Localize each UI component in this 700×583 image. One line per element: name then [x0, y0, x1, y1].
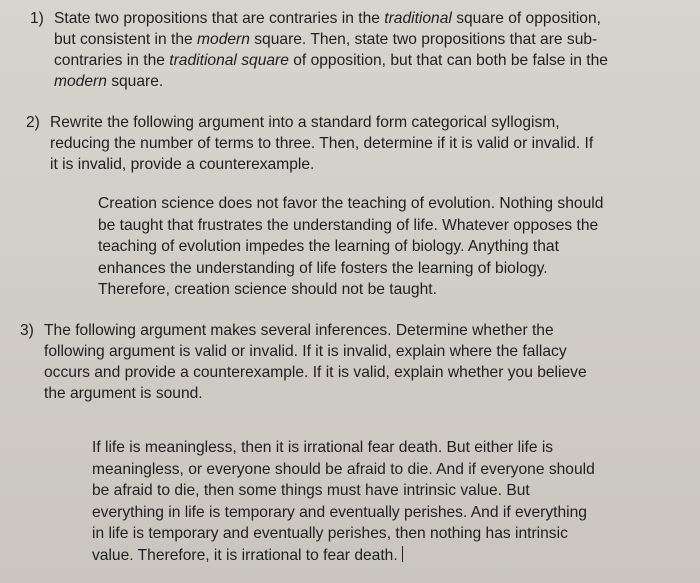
text-run: square of opposition,	[451, 10, 601, 27]
text-run: but consistent in the	[54, 31, 198, 48]
italic-run: modern	[197, 31, 250, 48]
question-2-text	[26, 112, 593, 175]
question-1-line	[54, 50, 608, 71]
argument-line: enhances the understanding of life fosters the learning of biology.	[98, 259, 548, 277]
question-2-line: it is invalid, provide a counterexample.	[50, 156, 315, 173]
question-1	[30, 8, 608, 92]
question-2-argument	[98, 193, 603, 301]
question-3	[20, 320, 587, 404]
question-3-line: The following argument makes several inferences. Determine whether the	[44, 322, 554, 339]
text-run: contraries in the	[54, 52, 170, 69]
italic-run: traditional	[384, 10, 452, 27]
argument-line: be taught that frustrates the understanding of life. Whatever opposes the	[98, 216, 599, 234]
argument-line-last	[92, 545, 595, 567]
question-3-line: the argument is sound.	[44, 385, 203, 402]
question-2-line: Rewrite the following argument into a standard form categorical syllogism,	[50, 114, 560, 131]
text-cursor	[402, 546, 404, 562]
question-3-number: 3)	[20, 322, 34, 339]
italic-run: modern	[54, 73, 107, 90]
italic-run: traditional square	[169, 52, 289, 69]
question-3-line: occurs and provide a counterexample. If it is valid, explain whether you believe	[44, 364, 587, 381]
question-1-line	[54, 71, 608, 92]
question-3-argument	[92, 437, 595, 567]
text-run: State two propositions that are contraries in the	[54, 10, 385, 27]
question-2-line: reducing the number of terms to three. Then, determine if it is valid or invalid. If	[50, 135, 594, 152]
question-1-text	[30, 8, 608, 92]
argument-line: Creation science does not favor the teaching of evolution. Nothing should	[98, 195, 604, 212]
argument-line: teaching of evolution impedes the learning of biology. Anything that	[98, 238, 559, 255]
argument-line: meaningless, or everyone should be afraid to die. And if everyone should	[92, 460, 595, 478]
argument-line: everything in life is temporary and eventually perishes. And if everything	[92, 503, 587, 521]
question-2-number: 2)	[26, 114, 40, 131]
text-run: of opposition, but that can both be false in the	[288, 52, 608, 69]
question-3-text	[20, 320, 587, 404]
text-run: square.	[106, 73, 164, 90]
question-2	[26, 112, 593, 175]
question-1-line	[54, 29, 608, 50]
question-3-line: following argument is valid or invalid. If it is invalid, explain where the fallacy	[44, 343, 567, 360]
question-1-number: 1)	[30, 10, 44, 27]
argument-line: be afraid to die, then some things must have intrinsic value. But	[92, 482, 530, 500]
question-1-line	[54, 8, 608, 29]
argument-line: If life is meaningless, then it is irrational fear death. But either life is	[92, 439, 554, 456]
text-run: square. Then, state two propositions that are sub-	[249, 31, 598, 48]
argument-line: Therefore, creation science should not be taught.	[98, 281, 437, 298]
argument-line-text: value. Therefore, it is irrational to fear death.	[92, 546, 398, 564]
argument-line: in life is temporary and eventually perishes, then nothing has intrinsic	[92, 525, 568, 543]
